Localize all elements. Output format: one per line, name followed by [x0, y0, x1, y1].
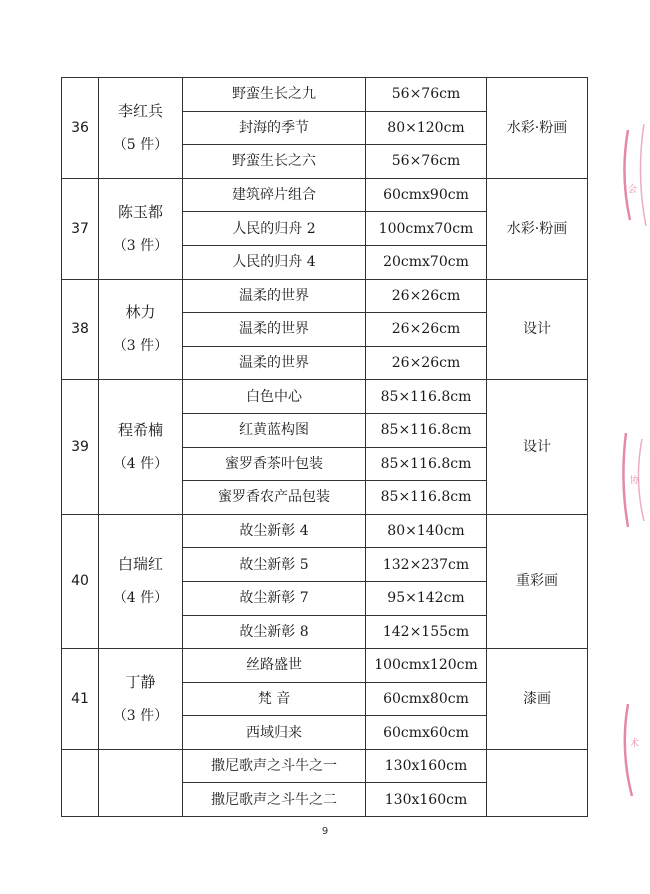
entry-number: 36	[62, 78, 99, 179]
artwork-title: 人民的归舟 4	[183, 245, 366, 279]
artist-name: 陈玉都	[117, 202, 163, 221]
table-row	[62, 514, 588, 548]
artwork-title: 温柔的世界	[183, 313, 366, 347]
artist-cell	[99, 279, 183, 380]
page-number: 9	[321, 826, 329, 837]
table-row	[62, 78, 588, 112]
svg-text:术: 术	[630, 739, 640, 749]
artwork-size: 130x160cm	[366, 749, 487, 783]
category: 设计	[487, 279, 588, 380]
artwork-title: 野蛮生长之九	[183, 78, 366, 112]
artist-name: 程希楠	[117, 421, 163, 440]
artwork-size: 26×26cm	[366, 313, 487, 347]
entry-number: 40	[62, 514, 99, 648]
artist-name: 白瑞红	[117, 555, 163, 574]
artwork-size: 80×120cm	[366, 111, 487, 145]
artwork-title: 野蛮生长之六	[183, 145, 366, 179]
artwork-size: 56×76cm	[366, 145, 487, 179]
artwork-size: 60cmx80cm	[366, 682, 487, 716]
artwork-title: 梵 音	[183, 682, 366, 716]
table-row	[62, 178, 588, 212]
artwork-count: （4 件）	[112, 590, 169, 607]
table-row	[62, 649, 588, 683]
artwork-size: 85×116.8cm	[366, 413, 487, 447]
artist-cell	[99, 514, 183, 648]
table-row	[62, 279, 588, 313]
artwork-title: 温柔的世界	[183, 279, 366, 313]
artwork-size: 142×155cm	[366, 615, 487, 649]
table-row	[62, 380, 588, 414]
artwork-size: 60cmx60cm	[366, 716, 487, 750]
artwork-title: 撒尼歌声之斗牛之一	[183, 749, 366, 783]
seal-stamp-fragment-top	[620, 120, 650, 230]
artwork-count: （4 件）	[112, 456, 169, 473]
entry-number: 39	[62, 380, 99, 514]
artist-name: 丁静	[125, 672, 156, 691]
seal-stamp-fragment-bottom	[620, 700, 650, 800]
table-row	[62, 749, 588, 783]
artwork-title: 温柔的世界	[183, 346, 366, 380]
artworks-table	[61, 77, 588, 817]
artwork-size: 132×237cm	[366, 548, 487, 582]
category: 漆画	[487, 649, 588, 750]
artist-cell	[99, 380, 183, 514]
artwork-title: 红黄蓝构图	[183, 413, 366, 447]
svg-text:会: 会	[628, 185, 638, 195]
artwork-title: 人民的归舟 2	[183, 212, 366, 246]
artwork-title: 故尘新彰 7	[183, 581, 366, 615]
artwork-size: 95×142cm	[366, 581, 487, 615]
artwork-count: （3 件）	[112, 338, 169, 355]
artwork-title: 白色中心	[183, 380, 366, 414]
artwork-count: （5 件）	[112, 136, 169, 153]
artist-cell	[99, 749, 183, 816]
artwork-size: 85×116.8cm	[366, 380, 487, 414]
seal-stamp-fragment-middle	[620, 425, 650, 535]
artwork-size: 60cmx90cm	[366, 178, 487, 212]
artwork-size: 100cmx120cm	[366, 649, 487, 683]
artwork-size: 26×26cm	[366, 346, 487, 380]
category: 水彩·粉画	[487, 178, 588, 279]
artist-name: 李红兵	[117, 101, 163, 120]
artwork-title: 建筑碎片组合	[183, 178, 366, 212]
artwork-size: 85×116.8cm	[366, 447, 487, 481]
artwork-size: 26×26cm	[366, 279, 487, 313]
category	[487, 749, 588, 816]
artwork-size: 85×116.8cm	[366, 481, 487, 515]
artwork-title: 封海的季节	[183, 111, 366, 145]
artist-cell	[99, 649, 183, 750]
entry-number: 38	[62, 279, 99, 380]
artwork-size: 100cmx70cm	[366, 212, 487, 246]
artwork-title: 故尘新彰 4	[183, 514, 366, 548]
artist-cell	[99, 178, 183, 279]
artwork-title: 故尘新彰 5	[183, 548, 366, 582]
category: 水彩·粉画	[487, 78, 588, 179]
artwork-size: 130x160cm	[366, 783, 487, 817]
artworks-table-body	[62, 78, 588, 817]
artwork-title: 丝路盛世	[183, 649, 366, 683]
artwork-size: 20cmx70cm	[366, 245, 487, 279]
entry-number	[62, 749, 99, 816]
artwork-count: （3 件）	[112, 237, 169, 254]
artist-name: 林力	[125, 303, 156, 322]
artwork-title: 撒尼歌声之斗牛之二	[183, 783, 366, 817]
artwork-size: 80×140cm	[366, 514, 487, 548]
artwork-size: 56×76cm	[366, 78, 487, 112]
artwork-title: 故尘新彰 8	[183, 615, 366, 649]
artwork-title: 蜜罗香农产品包装	[183, 481, 366, 515]
category: 重彩画	[487, 514, 588, 648]
entry-number: 37	[62, 178, 99, 279]
svg-text:协: 协	[630, 476, 640, 486]
artwork-title: 西域归来	[183, 716, 366, 750]
artwork-title: 蜜罗香茶叶包装	[183, 447, 366, 481]
category: 设计	[487, 380, 588, 514]
artwork-count: （3 件）	[112, 707, 169, 724]
artist-cell	[99, 78, 183, 179]
entry-number: 41	[62, 649, 99, 750]
